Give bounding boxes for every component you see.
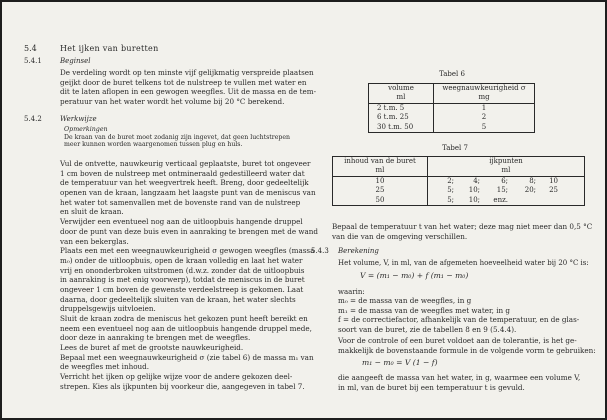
table-header: inhoud van de buret ml <box>333 157 428 177</box>
text-line: De verdeling wordt op ten minste vijf gelijkmatig verspreide plaatsen <box>60 68 314 77</box>
text-line: het water tot samenvallen met de bovenste rand van de nulstreep <box>60 197 301 207</box>
table-header: weegnauwkeurigheid σ mg <box>434 84 535 104</box>
table-cell: 5; <box>447 195 454 204</box>
principle-paragraph <box>60 68 316 107</box>
table-header: ijkpunten ml <box>428 157 585 177</box>
symbol-definitions <box>338 296 579 335</box>
text-line: neem een eventueel nog aan de uitloopbuis hangende druppel mede, <box>60 323 312 333</box>
subsection-number: 5.4.3 <box>311 247 329 255</box>
table-header: volume ml <box>369 84 434 104</box>
text-line: en sluit de kraan. <box>60 207 124 217</box>
table-6-caption: Tabel 6 <box>439 70 465 78</box>
table-cell: 10 <box>549 176 558 185</box>
tolerance-paragraph <box>338 336 596 355</box>
table-cell: 5; <box>447 186 454 195</box>
text-line: de temperatuur van het weegvertrek heeft. Breng, door gedeeltelijk <box>60 178 309 188</box>
text-line: peratuur van het water wordt het volume bij 20 °C berekend. <box>60 97 285 107</box>
text-line: meer kunnen worden waargenomen tussen plug en huls. <box>64 141 243 149</box>
section-number: 5.4 <box>24 44 37 53</box>
remarks-title: Opmerkingen <box>64 126 108 133</box>
table-cell: 6; <box>501 176 508 185</box>
text-line: druppelsgewijs uitvloeien. <box>60 304 156 314</box>
table-cell: 10; <box>468 195 480 204</box>
table-cell: 2 t.m. 5 6 t.m. 25 30 t.m. 50 <box>369 103 434 132</box>
text-line: strepen. Kies als ijkpunten bij voorkeur die, aangegeven in tabel 7. <box>60 381 305 391</box>
text-line: De kraan van de buret moet zodanig zijn ingevet, dat geen luchtstrepen <box>64 134 291 141</box>
table-cell: enz. <box>493 195 508 204</box>
text-line: Verwijder een eventueel nog aan de uitloopbuis hangende druppel <box>60 217 303 227</box>
subsection-number: 5.4.2 <box>24 115 42 123</box>
definition-line: m₁ = de massa van de weegfles met water, in g <box>338 305 511 315</box>
text-line: m₀) onder de uitloopbuis, open de kraan volledig en laat het water <box>60 255 303 265</box>
text-line: geijkt door de buret telkens tot de nulstreep te vullen met water en <box>60 77 307 87</box>
text-line: van die van de omgeving verschillen. <box>332 231 468 241</box>
subsection-title: Beginsel <box>60 57 91 65</box>
text-line: Sluit de kraan zodra de meniscus het gekozen punt heeft bereikt en <box>60 314 308 323</box>
table-6 <box>368 83 535 133</box>
definition-line: soort van de buret, zie de tabellen 8 en 9 (5.4.4). <box>338 325 517 335</box>
formula-mass: m₁ − m₀ = V (1 − f) <box>362 358 438 367</box>
where-label: waarin: <box>338 288 365 296</box>
text-line: daarna, door gedeeltelijk sluiten van de kraan, het water slechts <box>60 294 296 304</box>
table-cell: 2; <box>447 176 454 185</box>
subsection-title: Werkwijze <box>60 115 97 123</box>
text-line: Vul de ontvette, nauwkeurig verticaal geplaatste, buret tot ongeveer <box>60 159 311 168</box>
subsection-number: 5.4.1 <box>24 57 42 65</box>
table-row <box>432 177 580 186</box>
text-line: Bepaal met een weegnauwkeurigheid σ (zie tabel 6) de massa m₁ van <box>60 352 314 362</box>
formula-volume: V = (m₁ − m₀) + f (m₁ − m₀) <box>360 271 469 280</box>
remarks-text <box>64 134 290 149</box>
section-title: Het ijken van buretten <box>60 44 159 53</box>
table-cell: 20; <box>524 186 536 195</box>
text-line: Verricht het ijken op gelijke wijze voor de andere gekozen deel- <box>60 372 293 382</box>
procedure-paragraph <box>60 159 318 392</box>
subsection-title: Berekening <box>338 247 379 255</box>
text-line: dit te laten aflopen in een gewogen weegfles. Uit de massa en de tem- <box>60 87 317 97</box>
text-line: vrij en ononderbroken uitstromen (d.w.z. zonder dat de uitloopbuis <box>60 265 305 275</box>
table-cell <box>428 176 585 205</box>
table-cell: 10 25 50 <box>333 176 428 205</box>
text-line: openen van de kraan, langzaam het laagste punt van de meniscus van <box>60 188 316 198</box>
table-row <box>432 196 580 205</box>
table-7-caption: Tabel 7 <box>442 144 468 152</box>
calibration-points <box>432 177 580 205</box>
table-row <box>432 186 580 195</box>
temperature-paragraph <box>332 222 592 241</box>
calculation-intro: Het volume, V, in ml, van de afgemeten hoeveelheid water bij 20 °C is: <box>338 259 589 267</box>
text-line: ongeveer 1 cm boven de gewenste verdeelstreep is gekomen. Laat <box>60 284 304 294</box>
text-line: 1 cm boven de nulstreep met ontmineraald gedestilleerd water dat <box>60 168 305 178</box>
table-cell: 15; <box>496 186 508 195</box>
text-line: door de punt van deze buis even in aanraking te brengen met de wand <box>60 226 319 236</box>
mass-paragraph <box>338 373 580 392</box>
table-cell: 25 <box>549 186 558 195</box>
table-cell: 8; <box>529 176 536 185</box>
text-line: in ml, van de buret bij een temperatuur t is gevuld. <box>338 382 525 392</box>
definition-line: m₀ = de massa van de weegfles, in g <box>338 296 472 305</box>
text-line: die aangeeft de massa van het water, in g, waarmee een volume V, <box>338 373 581 382</box>
text-line: in aanraking is met enig voorwerp), totdat de meniscus in de buret <box>60 275 305 285</box>
text-line: door deze in aanraking te brengen met de weegfles. <box>60 333 251 343</box>
text-line: Voor de controle of een buret voldoet aan de tolerantie, is het ge- <box>338 336 577 345</box>
text-line: de weegfles met inhoud. <box>60 362 150 372</box>
table-cell: 10; <box>468 186 480 195</box>
text-line: Bepaal de temperatuur t van het water; deze mag niet meer dan 0,5 °C <box>332 222 593 231</box>
text-line: van een bekerglas. <box>60 236 129 246</box>
table-7 <box>332 156 585 206</box>
table-cell: 4; <box>473 176 480 185</box>
table-cell: 1 2 5 <box>434 103 535 132</box>
text-line: Plaats een met een weegnauwkeurigheid σ gewogen weegfles (massa <box>60 246 315 256</box>
definition-line: f = de correctiefactor, afhankelijk van de temperatuur, en de glas- <box>338 315 580 325</box>
text-line: makkelijk de bovenstaande formule in de volgende vorm te gebruiken: <box>338 345 596 355</box>
text-line: Lees de buret af met de grootste nauwkeurigheid. <box>60 343 244 353</box>
